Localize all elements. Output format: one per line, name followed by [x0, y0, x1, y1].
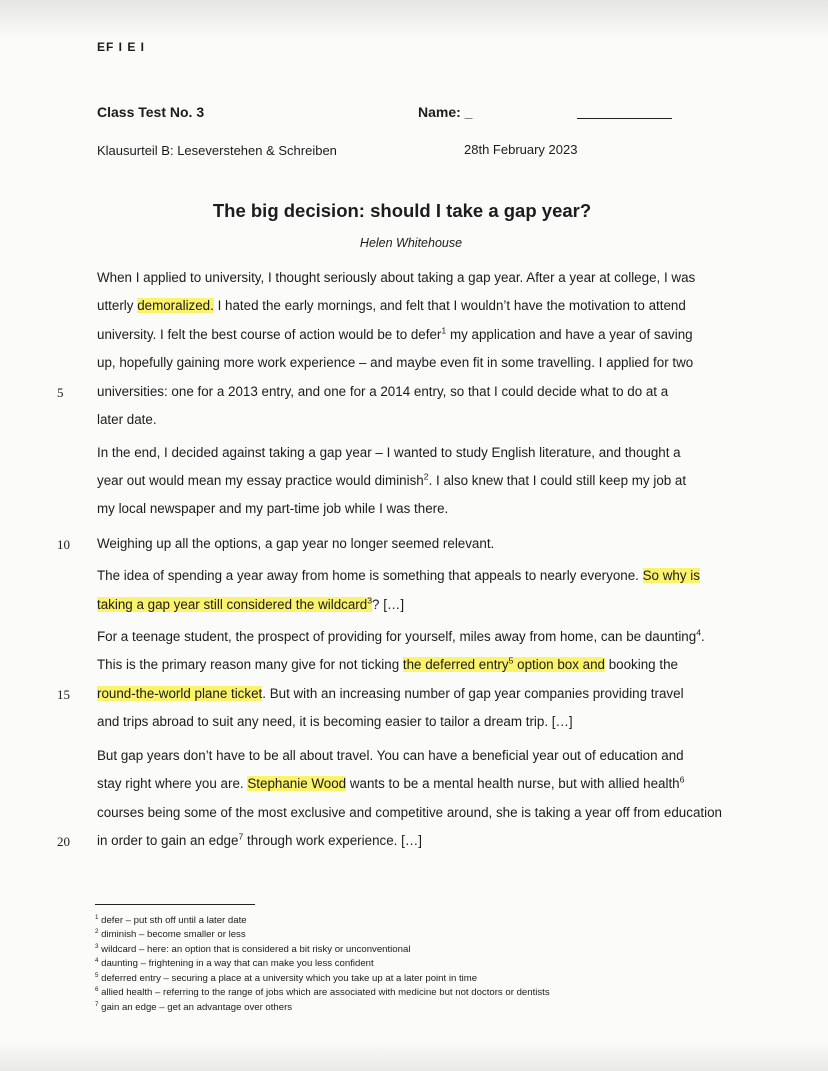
text-line: In the end, I decided against taking a gap year – I wanted to study English literature, and thought a	[97, 445, 681, 460]
text-line: round-the-world plane ticket. But with an increasing number of gap year companies providing travel	[97, 686, 684, 701]
test-title: Class Test No. 3	[97, 104, 205, 120]
text-line: Weighing up all the options, a gap year no longer seemed relevant.	[97, 536, 495, 551]
course-code: EF I E I	[97, 40, 146, 54]
text-line: university. I felt the best course of action would be to defer$^1$ my application and have a year of saving	[97, 325, 693, 342]
text-line: later date.	[97, 412, 157, 427]
article-title: The big decision: should I take a gap year?	[212, 200, 592, 221]
footnote-divider	[95, 904, 255, 905]
text-line: The idea of spending a year away from home is something that appeals to nearly everyone. So why is	[97, 568, 700, 583]
test-date: 28th February 2023	[464, 142, 578, 157]
footnote: $^7$ gain an edge – get an advantage over others	[95, 1000, 293, 1013]
text-line: courses being some of the most exclusive and competitive around, she is taking a year off from education	[97, 805, 722, 820]
line-number: 20	[57, 834, 70, 849]
text-line: and trips abroad to suit any need, it is becoming easier to tailor a dream trip. […]	[97, 714, 573, 729]
text-line: year out would mean my essay practice would diminish$^2$. I also knew that I could still keep my job at	[97, 471, 687, 488]
article-author: Helen Whitehouse	[359, 236, 463, 250]
text-line: taking a gap year still considered the wildcard$^3$? […]	[97, 595, 405, 612]
footnote: $^4$ daunting – frightening in a way that can make you less confident	[95, 956, 374, 969]
text-line: up, hopefully gaining more work experience – and maybe even fit in some travelling. I applied for two	[97, 355, 694, 370]
highlight: So why is	[642, 568, 700, 583]
name-field-line	[577, 118, 672, 119]
highlight: taking a gap year still considered the wildcard$^3$	[97, 595, 373, 612]
footnote: $^3$ wildcard – here: an option that is considered a bit risky or unconventional	[95, 942, 411, 955]
footnote: $^2$ diminish – become smaller or less	[95, 927, 246, 940]
highlight: demoralized.	[137, 298, 214, 313]
highlight: Stephanie Wood	[247, 776, 347, 791]
test-subtitle: Klausurteil B: Leseverstehen & Schreiben	[97, 143, 337, 158]
text-line: But gap years don’t have to be all about travel. You can have a beneficial year out of education and	[97, 748, 684, 763]
text-line: in order to gain an edge$^7$ through work experience. […]	[97, 831, 422, 848]
highlight: round-the-world plane ticket	[97, 686, 263, 701]
footnote: $^6$ allied health – referring to the range of jobs which are associated with medicine but not doctors or dentists	[95, 985, 550, 998]
text-line: This is the primary reason many give for not ticking the deferred entry$^5$ option box and booking the	[97, 655, 678, 672]
scan-shadow-top	[0, 0, 828, 40]
text-line: stay right where you are. Stephanie Wood wants to be a mental health nurse, but with allied health$^6$	[97, 774, 685, 791]
text-line: my local newspaper and my part-time job while I was there.	[97, 501, 449, 516]
text-line: universities: one for a 2013 entry, and one for a 2014 entry, so that I could decide what to do at a	[97, 384, 669, 399]
line-number: 5	[57, 385, 64, 400]
footnote: $^1$ defer – put sth off until a later date	[95, 913, 247, 926]
line-number: 15	[57, 687, 70, 702]
highlight: the deferred entry$^5$ option box and	[402, 655, 605, 672]
scan-shadow-bottom	[0, 1041, 828, 1071]
text-line: For a teenage student, the prospect of providing for yourself, miles away from home, can be daunting$^4$.	[97, 627, 705, 644]
name-label: Name: _	[418, 104, 473, 120]
text-line: When I applied to university, I thought seriously about taking a gap year. After a year at college, I was	[97, 270, 696, 285]
line-number: 10	[57, 537, 70, 552]
footnote: $^5$ deferred entry – securing a place at a university which you take up at a later point in time	[95, 971, 478, 984]
text-line: utterly demoralized. I hated the early mornings, and felt that I wouldn’t have the motivation to attend	[97, 298, 686, 313]
